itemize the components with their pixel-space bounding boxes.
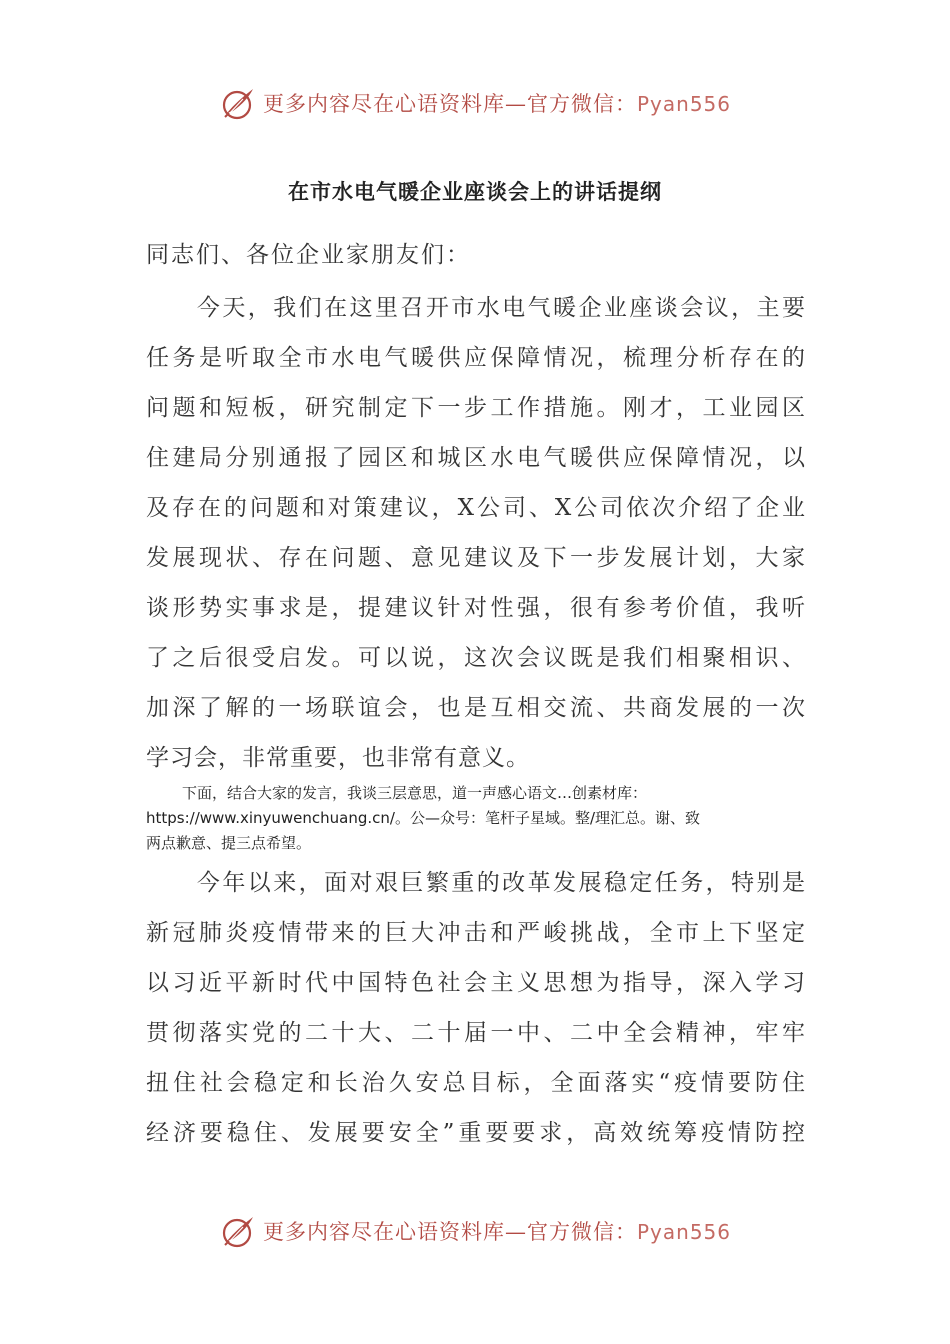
banner-text: 更多内容尽在心语资料库—官方微信：Pyan556	[262, 1220, 731, 1244]
paragraph-2	[146, 781, 806, 856]
document-title: 在市水电气暖企业座谈会上的讲话提纲	[288, 180, 662, 204]
paragraph-line: 今年以来，面对艰巨繁重的改革发展稳定任务，特别是	[146, 870, 806, 896]
paragraph-line: 扭住社会稳定和长治久安总目标，全面落实“疫情要防住	[146, 1070, 806, 1096]
paragraph-line: 及存在的问题和对策建议，X公司、X公司依次介绍了企业	[146, 495, 806, 521]
banner-text: 更多内容尽在心语资料库—官方微信：Pyan556	[262, 92, 731, 116]
paragraph-line: 贯彻落实党的二十大、二十届一中、二中全会精神，牢牢	[146, 1020, 806, 1046]
paragraph-line: 今天，我们在这里召开市水电气暖企业座谈会议，主要	[146, 295, 806, 321]
paragraph-3	[146, 858, 806, 1158]
paragraph-line: 加深了解的一场联谊会，也是互相交流、共商发展的一次	[146, 695, 806, 721]
header-banner	[0, 78, 950, 128]
paragraph-line: 谈形势实事求是，提建议针对性强，很有参考价值，我听	[146, 595, 806, 621]
paragraph-line: 问题和短板，研究制定下一步工作措施。刚才，工业园区	[146, 395, 806, 421]
greeting: 同志们、各位企业家朋友们：	[146, 242, 471, 268]
paragraph-line: 经济要稳住、发展要安全”重要要求，高效统筹疫情防控	[146, 1120, 806, 1146]
paragraph-line: 学习会，非常重要，也非常有意义。	[146, 745, 530, 771]
paragraph-line: 新冠肺炎疫情带来的巨大冲击和严峻挑战，全市上下坚定	[146, 920, 806, 946]
paragraph-line: 住建局分别通报了园区和城区水电气暖供应保障情况，以	[146, 445, 806, 471]
paragraph-line: 任务是听取全市水电气暖供应保障情况，梳理分析存在的	[146, 345, 806, 371]
footer-banner	[0, 1206, 950, 1256]
quill-logo-icon	[219, 1211, 259, 1251]
paragraph-line: 下面，结合大家的发言，我谈三层意思，道一声感心语文…创素材库：	[182, 784, 648, 802]
paragraph-line: 发展现状、存在问题、意见建议及下一步发展计划，大家	[146, 545, 806, 571]
paragraph-line: 以习近平新时代中国特色社会主义思想为指导，深入学习	[146, 970, 806, 996]
paragraph-line: 两点歉意、提三点希望。	[146, 834, 312, 852]
paragraph-line: https://www.xinyuwenchuang.cn/。公—众号：笔杆子星域。整/理汇总。谢、致	[146, 809, 701, 827]
quill-logo-icon	[219, 83, 259, 123]
paragraph-1	[146, 283, 806, 783]
paragraph-line: 了之后很受启发。可以说，这次会议既是我们相聚相识、	[146, 645, 806, 671]
